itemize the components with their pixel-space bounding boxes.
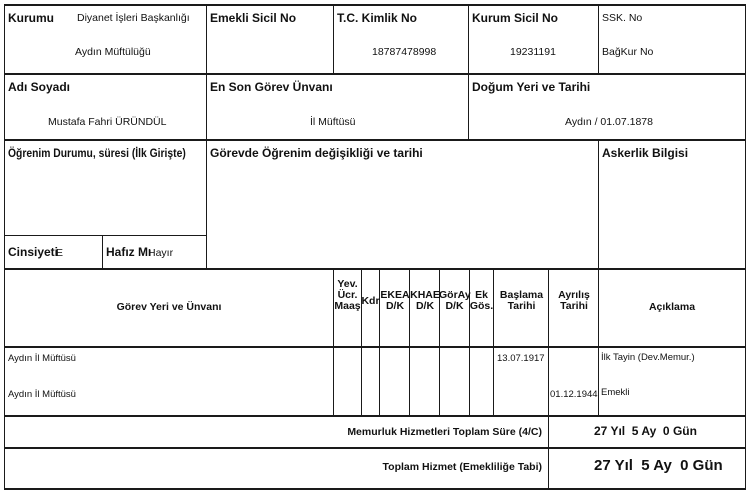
cinsiyet-label: Cinsiyeti <box>8 245 59 259</box>
adi-soyadi-label: Adı Soyadı <box>8 80 71 94</box>
askerlik-label: Askerlik Bilgisi <box>602 146 689 160</box>
col-kdr <box>361 296 380 307</box>
ssk-label: SSK. No <box>602 12 643 24</box>
toplam-hizmet-value: 27 Yıl 5 Ay 0 Gün <box>594 457 723 474</box>
hafiz-value: Hayır <box>148 247 174 259</box>
row-ayrilis: 01.12.1944 <box>550 389 598 400</box>
rule <box>4 346 746 348</box>
gorevde-ogrenim-label: Görevde Öğrenim değişikliği ve tarihi <box>210 146 423 160</box>
col-ekea-line1: EKEA <box>380 289 410 301</box>
col-khae <box>410 290 440 312</box>
col-ek-gos <box>469 290 494 312</box>
col-ayrilis-line2: Tarihi <box>560 300 588 312</box>
rule <box>4 235 206 236</box>
rule <box>745 4 746 488</box>
dogum-value: Aydın / 01.07.1878 <box>565 116 653 128</box>
rule <box>4 415 746 417</box>
rule <box>4 139 746 141</box>
row-aciklama: İlk Tayin (Dev.Memur.) <box>601 352 695 363</box>
col-yev-line2: Ücr. <box>337 289 358 301</box>
col-gorav-line2: D/K <box>445 300 464 312</box>
col-baslama <box>494 290 549 312</box>
col-kdr-text: Kdr <box>361 295 380 307</box>
col-baslama-line1: Başlama <box>499 289 544 301</box>
col-ayrilis-line1: Ayrılış <box>558 289 590 301</box>
col-ek-gos-line1: Ek <box>475 289 488 301</box>
rule <box>4 4 746 6</box>
gorev-unvani-label: En Son Görev Ünvanı <box>210 80 333 94</box>
rule <box>598 139 599 268</box>
rule <box>4 447 746 449</box>
rule <box>4 488 746 490</box>
col-gorev-yeri: Görev Yeri ve Ünvanı <box>116 301 222 313</box>
col-baslama-line2: Tarihi <box>507 300 536 312</box>
kurumu-line2: Aydın Müftülüğü <box>75 46 151 58</box>
rule <box>361 268 362 415</box>
row-baslama: 13.07.1917 <box>497 353 545 364</box>
col-aciklama: Açıklama <box>648 301 696 313</box>
kurum-sicil-label: Kurum Sicil No <box>472 11 559 25</box>
rule <box>206 4 207 268</box>
rule <box>4 4 5 488</box>
rule <box>4 268 746 270</box>
cinsiyet-value: E <box>56 247 64 259</box>
tc-kimlik-value: 18787478998 <box>372 46 437 58</box>
rule <box>468 4 469 139</box>
col-gorav-line1: GörAy <box>439 289 471 301</box>
col-ekea-line2: D/K <box>385 300 405 312</box>
kurum-sicil-value: 19231191 <box>510 46 556 58</box>
gorev-unvani-value: İl Müftüsü <box>310 116 356 128</box>
ogrenim-label: Öğrenim Durumu, süresi (İlk Girişte) <box>8 146 186 160</box>
rule <box>102 235 103 268</box>
emekli-sicil-label: Emekli Sicil No <box>210 11 297 25</box>
memurluk-total-label: Memurluk Hizmetleri Toplam Süre (4/C) <box>347 426 542 438</box>
row-gorev: Aydın İl Müftüsü <box>8 389 76 400</box>
rule <box>4 73 746 75</box>
dogum-label: Doğum Yeri ve Tarihi <box>472 80 591 94</box>
col-yev-line3: Maaş <box>334 300 361 312</box>
col-gorav <box>439 290 470 312</box>
row-aciklama: Emekli <box>601 387 630 398</box>
col-ek-gos-line2: Gös. <box>469 300 494 312</box>
rule <box>598 4 599 73</box>
col-yev-ucr-masi <box>334 279 361 312</box>
adi-soyadi-value: Mustafa Fahri ÜRÜNDÜL <box>48 116 167 128</box>
tc-kimlik-label: T.C. Kimlik No <box>337 11 418 25</box>
kurumu-label: Kurumu <box>8 11 54 25</box>
memurluk-total-value: 27 Yıl 5 Ay 0 Gün <box>594 424 697 438</box>
rule <box>548 415 549 488</box>
rule <box>333 4 334 73</box>
col-khae-line2: D/K <box>415 300 435 312</box>
row-gorev: Aydın İl Müftüsü <box>8 353 76 364</box>
kurumu-line1: Diyanet İşleri Başkanlığı <box>77 12 190 24</box>
toplam-hizmet-label: Toplam Hizmet (Emekliliğe Tabi) <box>382 461 542 473</box>
col-ayrilis <box>549 290 599 312</box>
col-yev-line1: Yev. <box>337 278 358 290</box>
hafiz-label: Hafız Mı <box>106 245 152 259</box>
bagkur-label: BağKur No <box>602 46 654 58</box>
col-ekea <box>380 290 410 312</box>
col-khae-line1: KHAE <box>410 289 440 301</box>
